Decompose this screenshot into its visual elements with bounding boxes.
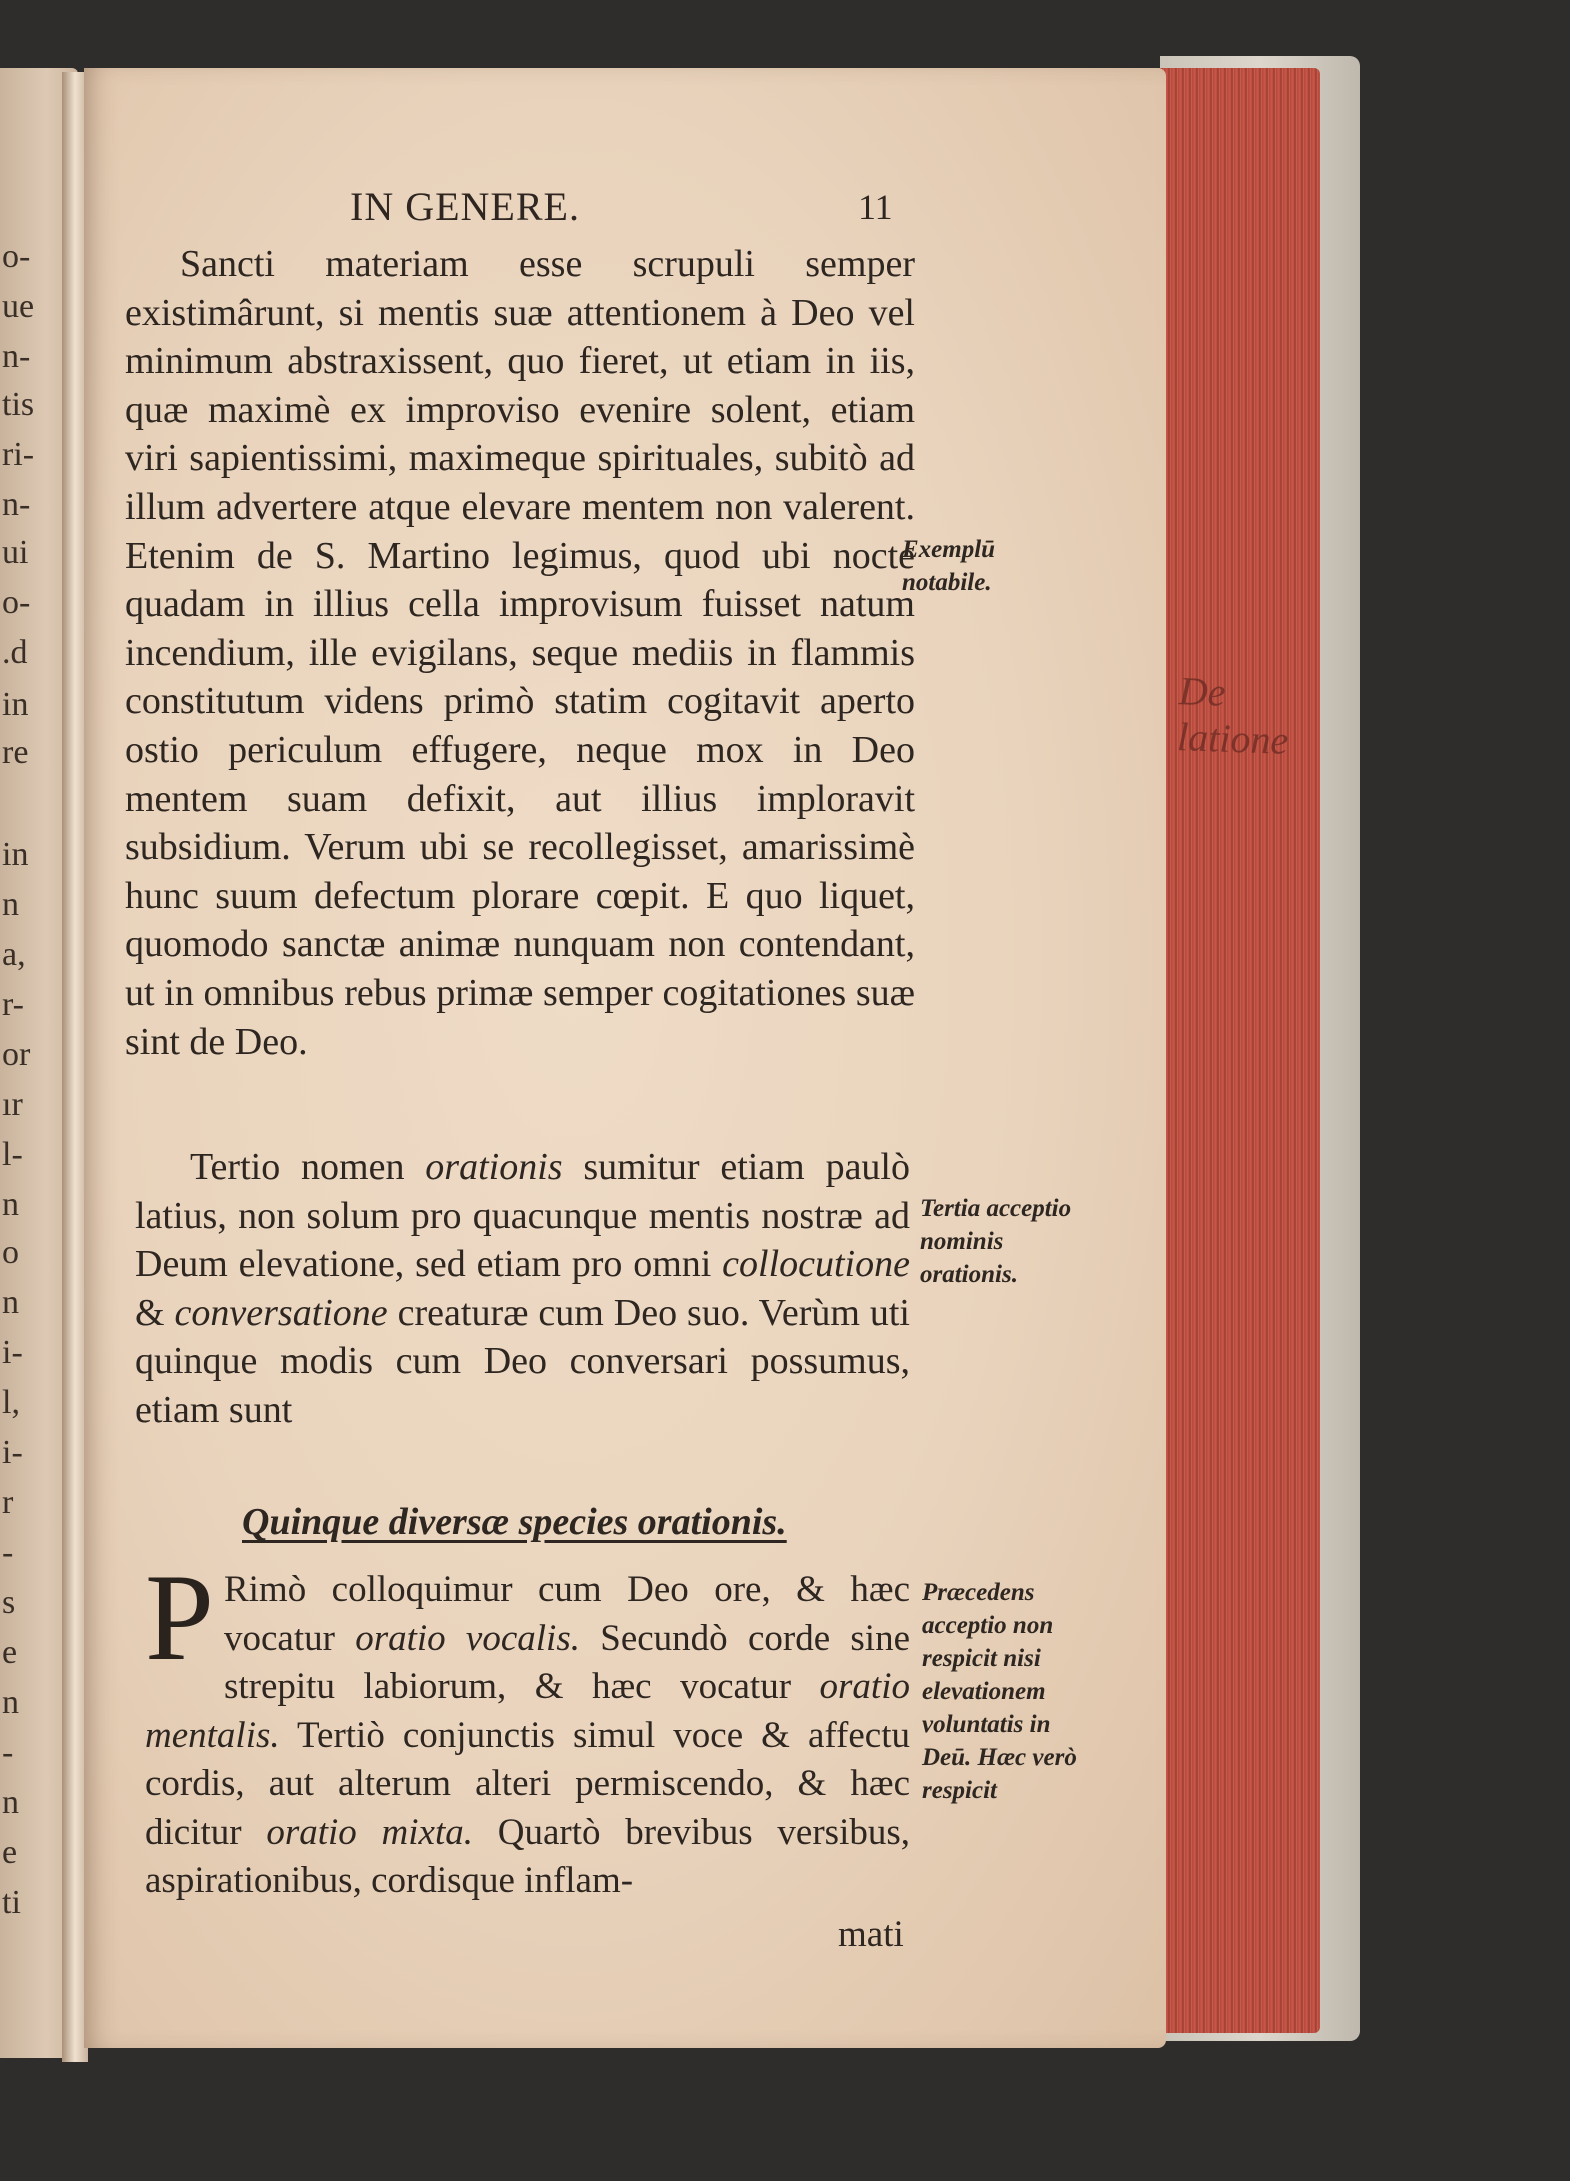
marginal-note-1: Exemplū notabile. [902, 536, 996, 596]
running-title: IN GENERE. [350, 184, 580, 229]
p2-text-b: sumitur etiam paulò latius, non solum pro quacunque mentis nostræ ad Deum elevatione, sed etiam pro omni [135, 1146, 910, 1286]
left-page-fragment: n [2, 1186, 19, 1223]
catchword: mati [838, 1914, 904, 1955]
edge-label-line-2: latione [1176, 714, 1290, 763]
p3-italic-vocalis: oratio vocalis. [355, 1617, 580, 1659]
left-page-fragment: - [2, 1734, 14, 1771]
left-page-fragment: i- [2, 1434, 23, 1471]
left-page-fragment: e [2, 1634, 18, 1671]
left-page-fragment: a, [2, 936, 26, 973]
edge-label [1176, 668, 1290, 764]
left-page-fragment: l- [2, 1136, 23, 1173]
p3-text-a: Rimò colloquimur cum Deo ore, & hæc vocatur [223, 1569, 910, 1659]
left-page-fragment: re [2, 734, 29, 771]
left-page-fragment: o [2, 1234, 19, 1271]
left-page-fragment: n [2, 886, 19, 923]
p3-italic-mixta: oratio mixta. [266, 1811, 474, 1853]
left-page-fragment: e [2, 1834, 18, 1871]
drop-cap: P [145, 1549, 214, 1686]
left-page-fragment: in [2, 686, 29, 723]
left-page-fragment: n [2, 1284, 19, 1321]
marginal-note-2: Tertia acceptio nominis orationis. [920, 1195, 1072, 1288]
paragraph-3 [145, 1549, 910, 1906]
p2-text-d: creaturæ cum Deo suo. Verùm uti quinque modis cum Deo conversari possumus, etiam sunt [135, 1291, 910, 1431]
left-page-fragment: ui [2, 534, 29, 571]
paragraph-2 [135, 1143, 910, 1435]
left-page-fragment: o- [2, 584, 31, 621]
left-page-fragment: o- [2, 238, 31, 275]
left-page-fragment: n- [2, 338, 31, 375]
p2-italic-collocutione: collocutione [722, 1243, 910, 1286]
section-heading: Quinque diversæ species orationis. [242, 1501, 787, 1543]
left-page-fragment: n- [2, 486, 31, 523]
marginal-note-3: Præcedens acceptio non respicit nisi elevationem voluntatis in Deū. Hæc verò respicit [922, 1579, 1077, 1804]
paragraph-2-text [135, 1143, 910, 1435]
p3-italic-mentalis: oratio mentalis. [145, 1666, 910, 1756]
left-page-fragment: n [2, 1784, 19, 1821]
left-page-fragment: or [2, 1036, 31, 1073]
page-number: 11 [858, 187, 893, 227]
left-page-fragment: in [2, 836, 29, 873]
left-page-fragment: .d [2, 634, 28, 671]
p2-italic-orationis: orationis [425, 1146, 563, 1188]
left-page-fragment: ri- [2, 436, 35, 473]
paragraph-1-text: Sancti materiam esse scrupuli semper existimârunt, si mentis suæ attentionem à Deo vel minimum abstraxissent, quo fieret, ut etiam in iis, quæ maximè ex improviso evenire solent, etiam viri sapientissimi, maximeque spirituales, subitò ad illum advertere atque elevare mentem non valerent. Etenim de S. Martino legimus, quod ubi nocte quadam in illius cella improvisum fuisset natum incendium, ille evigilans, seque mediis in flammis constitutum videns primò statim cogitavit aperto ostio periculum effugere, neque mox in Deo mentem suam defixit, aut illius imploravit subsidium. Verum ubi se recollegisset, amarissimè hunc suum defectum plorare cœpit. E quo liquet, quomodo sanctæ animæ nunquam non contendant, ut in omnibus rebus primæ semper cogitationes suæ sint de Deo. [125, 243, 915, 1063]
p2-text-a: Tertio nomen [190, 1146, 426, 1188]
left-page-fragment: tis [2, 386, 35, 423]
left-page-fragment: i- [2, 1334, 23, 1371]
p3-text-b: Secundò corde sine strepitu labiorum, & hæc vocatur [223, 1617, 910, 1707]
edge-label-line-1: De [1178, 668, 1227, 715]
p2-italic-conversatione: conversatione [174, 1291, 388, 1334]
left-page-fragment: l, [2, 1384, 20, 1421]
p3-text-d: Quartò brevibus versibus, aspirationibus, cordisque inflam- [145, 1811, 910, 1901]
paragraph-1 [125, 240, 915, 1066]
page-edges [1150, 68, 1320, 2033]
left-page-fragment: n [2, 1684, 19, 1721]
left-page-fragment: r- [2, 986, 24, 1023]
left-page-fragment: ti [2, 1884, 21, 1921]
left-page-fragment: ue [2, 288, 35, 325]
p3-text-c: Tertiò conjunctis simul voce & affectu cordis, aut alterum alteri permiscendo, & hæc dicitur [145, 1714, 910, 1853]
left-page-fragment: - [2, 1534, 14, 1571]
left-page-fragment: r [2, 1484, 14, 1521]
left-page-fragment: ır [2, 1086, 23, 1123]
left-page-fragment: s [2, 1584, 16, 1621]
p2-text-c: & [135, 1291, 175, 1334]
